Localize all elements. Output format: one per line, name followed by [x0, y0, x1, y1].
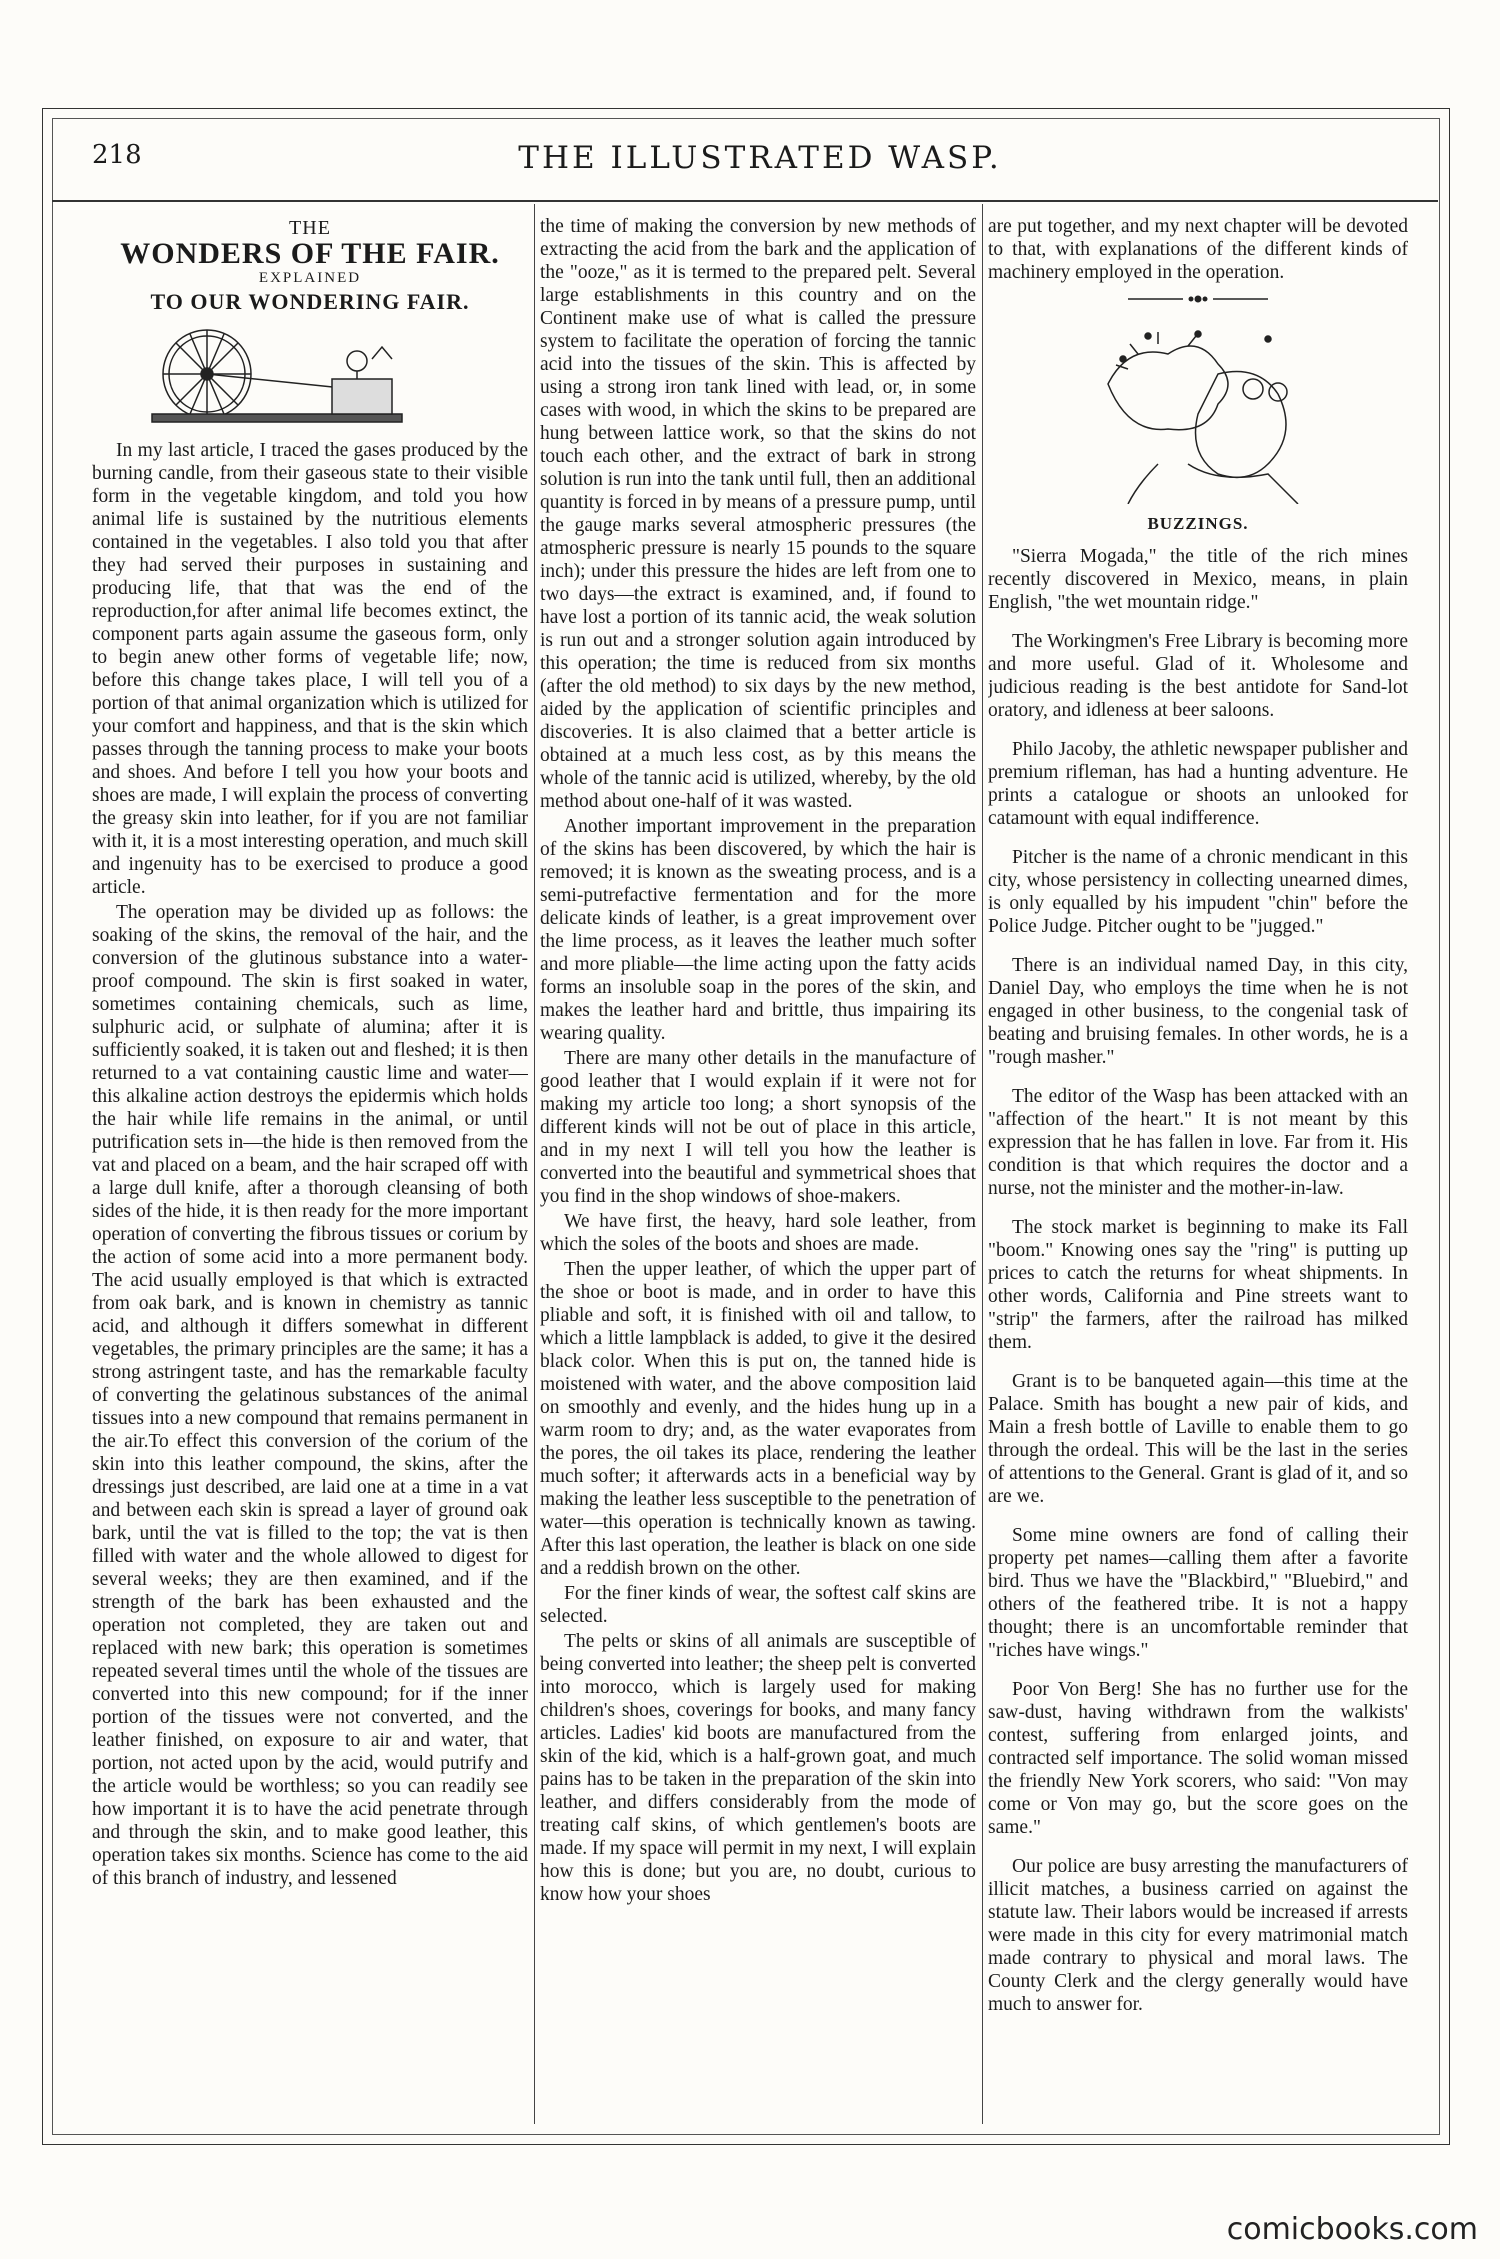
watermark: comicbooks.com	[1226, 2212, 1478, 2247]
article-title: WONDERS OF THE FAIR.	[120, 237, 500, 270]
article-kicker: THE	[289, 217, 331, 239]
article-paragraph: For the finer kinds of wear, the softest calf skins are selected.	[540, 1583, 976, 1627]
article-subtitle: TO OUR WONDERING FAIR.	[150, 289, 470, 314]
buzzing-item: The stock market is beginning to make its Fall "boom." Knowing ones say the "ring" is putting up prices to catch the returns for wheat shipments. In other words, California and Pine streets want to "strip" the farmers, after the railroad has milked them.	[988, 1217, 1408, 1353]
article-paragraph: are put together, and my next chapter will be devoted to that, with explanations of the different kinds of machinery employed in the operation.	[988, 216, 1408, 283]
buzzing-item: The Workingmen's Free Library is becoming more and more useful. Glad of it. Wholesome and judicious reading is the best antidote for Sand-lot oratory, and idleness at beer saloons.	[988, 631, 1408, 721]
buzzing-item: There is an individual named Day, in this city, Daniel Day, who employs the time when he is not engaged in other business, to the congenial task of beating and bruising females. In other words, he is a "rough masher."	[988, 955, 1408, 1068]
article-column-3	[988, 215, 1408, 2125]
article-paragraph: The pelts or skins of all animals are susceptible of being converted into leather; the sheep pelt is converted into morocco, which is largely used for making children's shoes, coverings for books, and many fancy articles. Ladies' kid boots are manufactured from the skin of the kid, which is a half-grown goat, and much pains has to be taken in the preparation of the skin into leather, and differs considerably from the mode of treating calf skins, of which gentlemen's boots are made. If my space will permit in my next, I will explain how this is done; but you are, no doubt, curious to know how your shoes	[540, 1631, 976, 1905]
buzzing-item: Pitcher is the name of a chronic mendicant in this city, whose persistency in collecting unearned dimes, is only equalled by his impudent "chin" before the Police Judge. Pitcher ought to be "jugged."	[988, 847, 1408, 937]
article-column-1	[92, 215, 528, 2115]
buzzing-item: Our police are busy arresting the manufacturers of illicit matches, a business carried on against the statute law. Their labors would be increased if arrests were made in this city for every matrimonial match made contrary to physical and moral laws. The County Clerk and the clergy generally would have much to answer for.	[988, 1856, 1408, 2015]
buzzing-item: Philo Jacoby, the athletic newspaper publisher and premium rifleman, has had a hunting adventure. He prints a catalogue or shoots an unlooked for catamount with equal indifference.	[988, 739, 1408, 829]
article-explained: EXPLAINED	[258, 270, 362, 286]
masthead-title: THE ILLUSTRATED WASP.	[518, 140, 1002, 176]
article-paragraph: the time of making the conversion by new methods of extracting the acid from the bark and the application of the "ooze," as it is termed to the prepared pelt. Several large establishments in this country and on the Continent make use of what is called the pressure system to facilitate the operation of forcing the tannic acid into the tissues of the skin. This is affected by using a strong iron tank lined with lead, or, in some cases with wood, in which the skins to be prepared are hung between lattice work, so that the skins do not touch each other, and the extract of bark in strong solution is run into the tank until full, then an additional quantity is forced in by means of a pressure pump, until the gauge marks several atmospheric pressures (the atmospheric pressure is nearly 15 pounds to the square inch); under this pressure the hides are left from one to two days—the extract is examined, and, if found to have lost a portion of its tannic acid, the weak solution is run out and a stronger solution again introduced by this operation; the time is reduced from six months (after the old method) to six days by the new method, aided by the application of scientific principles and discoveries. It is also claimed that a better article is obtained at a much less cost, as by this means the whole of the tannic acid is utilized, whereby, by the old method about one-half of it was wasted.	[540, 216, 976, 812]
buzzings-heading: BUZZINGS.	[1147, 514, 1249, 533]
ornamental-divider	[1128, 294, 1268, 304]
buzzing-item: The editor of the Wasp has been attacked with an "affection of the heart." It is not meant by this expression that he has fallen in love. Far from it. His condition is that which requires the doctor and a nurse, not the minister and the mother-in-law.	[988, 1086, 1408, 1199]
article-paragraph: Another important improvement in the preparation of the skins has been discovered, by which the hair is removed; it is known as the sweating process, and is a semi-putrefactive fermentation and for the more delicate kinds of leather, is a great improvement over the lime process, as it leaves the leather much softer and more pliable—the lime acting upon the fatty acids forms an insoluble soap in the pores of the skin, and makes the leather hard and brittle, thus impairing its wearing quality.	[540, 816, 976, 1044]
buzzing-item: Poor Von Berg! She has no further use for the saw-dust, having withdrawn from the walkists' contest, suffering from enlarged joints, and contracted self importance. The solid woman missed the friendly New York scorers, who said: "Von may come or Von may go, but the score goes on the same."	[988, 1679, 1408, 1838]
article-paragraph: In my last article, I traced the gases produced by the burning candle, from their gaseous state to their visible form in the vegetable kingdom, and told you how animal life is sustained by the nutritious elements contained in the vegetables. I also told you that after they had served their purposes in sustaining and producing life, that that was the end of the reproduction,for after animal life becomes extinct, the component parts again assume the gaseous form, only to begin anew other forms of vegetable life; now, before this change takes place, I will tell you of a portion of that animal organization which is utilized for your comfort and happiness, and that is the skin which passes through the tanning process to make your boots and shoes. And before I tell you how your boots and shoes are made, I will explain the process of converting the greasy skin into leather, for if you are not familiar with it, it is a most interesting operation, and much skill and ingenuity has to be exercised to produce a good article.	[92, 440, 528, 898]
man-with-flowers-illustration	[1068, 314, 1328, 504]
page-number: 218	[92, 140, 142, 170]
header-rule	[52, 200, 1438, 202]
column-divider	[982, 204, 983, 2124]
buzzing-item: "Sierra Mogada," the title of the rich mines recently discovered in Mexico, means, in plain English, "the wet mountain ridge."	[988, 546, 1408, 613]
buzzing-item: Some mine owners are fond of calling their property pet names—calling them after a favorite bird. Thus we have the "Blackbird," "Bluebird," and others of the feathered tribe. It is not a happy thought; there is an uncomfortable reminder that "riches have wings."	[988, 1525, 1408, 1661]
article-paragraph: The operation may be divided up as follows: the soaking of the skins, the removal of the hair, and the conversion of the glutinous substance into a water-proof compound. The skin is first soaked in water, sometimes containing chemicals, such as lime, sulphuric acid, or sulphate of alumina; after it is sufficiently soaked, it is taken out and fleshed; it is then returned to a vat containing caustic lime and water—this alkaline action destroys the epidermis which holds the hair while life remains in the animal, or until putrification sets in—the hide is then removed from the vat and placed on a beam, and the hair scraped off with a large dull knife, after a thorough cleansing of both sides of the hide, it is then ready for the more important operation of converting the fibrous tissues or corium by the action of some acid into a more permanent body. The acid usually employed is that which is extracted from oak bark, and is known in chemistry as tannic acid, and although it differs somewhat in different vegetables, the primary principles are the same; it has a strong astringent taste, and has the remarkable faculty of converting the gelatinous substances of the animal tissues into a new compound that remains permanent in the air.To effect this conversion of the corium of the skin into this leather compound, the skins, after the dressings just described, are laid one at a time in a vat and between each skin is spread a layer of ground oak bark, until the vat is filled to the top; the vat is then filled with water and the whole allowed to digest for several weeks; they are then examined, and if the strength of the bark has been exhausted and the operation not completed, they are taken out and replaced with new bark; this operation is sometimes repeated several times until the whole of the tissues are converted into this new compound; for if the inner portion of the tissues were not converted, and the leather finished, on exposure to air and water, that portion, not acted upon by the acid, would putrify and the article would be worthless; so you can readily see how important it is to have the acid penetrate through and through the skin, and to make good leather, this operation takes six months. Science has come to the aid of this branch of industry, and lessened	[92, 902, 528, 1889]
buzzing-item: Grant is to be banqueted again—this time at the Palace. Smith has bought a new pair of kids, and Main a fresh bottle of Laville to enable them to go through the ordeal. This will be the last in the series of attentions to the General. Grant is glad of it, and so are we.	[988, 1371, 1408, 1507]
article-paragraph: There are many other details in the manufacture of good leather that I would explain if it were not for making my article too long; a short synopsis of the different kinds will not be out of place in this article, and in my next I will tell you how the leather is converted into the beautiful and symmetrical shoes that you find in the shop windows of shoe-makers.	[540, 1048, 976, 1207]
tanning-machine-illustration	[132, 319, 432, 429]
article-paragraph: We have first, the heavy, hard sole leather, from which the soles of the boots and shoes are made.	[540, 1211, 976, 1255]
article-column-2	[540, 215, 976, 2125]
article-paragraph: Then the upper leather, of which the upper part of the shoe or boot is made, and in order to have this pliable and soft, it is finished with oil and tallow, to which a little lampblack is added, to give it the desired black color. When this is put on, the tanned hide is moistened with water, and the above composition laid on smoothly and evenly, and the hides hung up in a warm room to dry; and, as the water evaporates from the pores, the oil takes its place, rendering the leather much softer; it afterwards acts in a beneficial way by making the leather less susceptible to the penetration of water—this operation is technically known as tawing. After this last operation, the leather is black on one side and a reddish brown on the other.	[540, 1259, 976, 1579]
column-divider	[534, 204, 535, 2124]
